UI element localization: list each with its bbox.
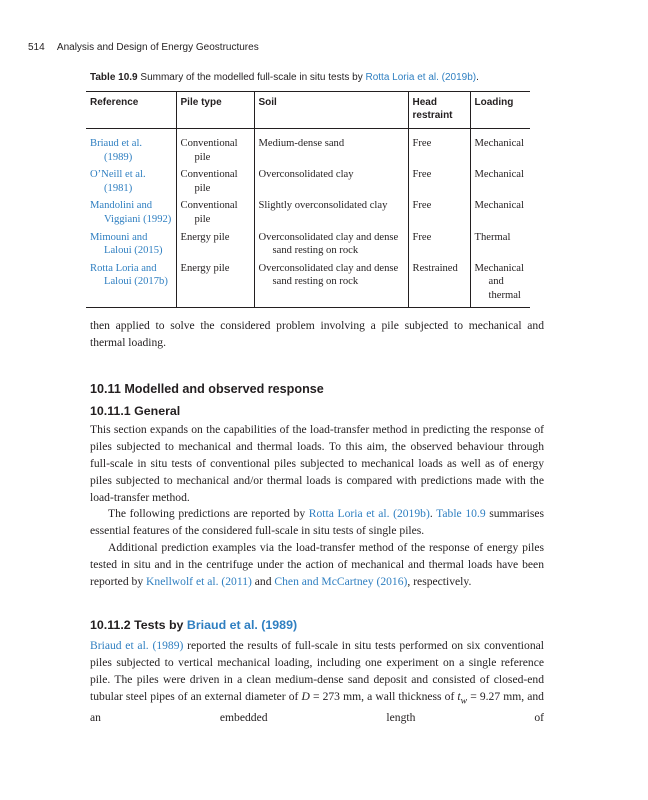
paragraph-general-2 — [90, 506, 544, 540]
citation-link[interactable]: Rotta Loria et al. (2019b) — [308, 507, 430, 520]
table-row — [86, 229, 530, 260]
text-span: = 273 mm, a wall thickness of — [309, 689, 458, 703]
cell-head-restraint: Restrained — [408, 260, 470, 307]
cell-soil: Medium-dense sand — [254, 129, 408, 167]
text-span: , respectively. — [407, 574, 472, 588]
cell-soil: Overconsolidated clay and dense sand resting on rock — [254, 260, 408, 307]
cell-pile-type: Conventional pile — [176, 129, 254, 167]
section-heading-10-11: 10.11 Modelled and observed response — [90, 382, 324, 396]
paragraph-continuation: then applied to solve the considered problem involving a pile subjected to mechanical and thermal loading. — [90, 319, 544, 349]
paragraph-general-1: This section expands on the capabilities of the load-transfer method in predicting the response of piles subjected to mechanical and thermal loads. To this aim, the observed behaviour through full-scale in situ tests of conventional piles subjected to mechanical loads as well as of energy piles subjected to mechanical and/or thermal loads is compared with predictions made with the load-transfer method. — [90, 423, 544, 504]
table-row — [86, 129, 530, 167]
symbol-thickness: t — [457, 689, 461, 703]
cell-pile-type: Conventional pile — [176, 197, 254, 228]
col-header-head-restraint: Head restraint — [408, 92, 470, 129]
symbol-thickness-subscript: w — [460, 695, 468, 707]
cell-pile-type: Conventional pile — [176, 166, 254, 197]
paragraph-general-3 — [90, 540, 544, 591]
col-header-soil: Soil — [254, 92, 408, 129]
citation-link[interactable]: Briaud et al. (1989) — [90, 639, 184, 652]
citation-link[interactable]: Knellwolf et al. (2011) — [146, 574, 252, 588]
summary-table — [86, 91, 530, 308]
symbol-diameter: D — [301, 689, 310, 703]
text-span: reported the results of full-scale in situ tests performed on six conventional piles subjected to vertical mechanical loading, including one experiment on a single reference pile. The piles were driven in a clean medium-dense sand deposit and consisted of closed-end tubular steel pipes of an external diameter of — [90, 639, 544, 703]
cell-reference-link[interactable]: Rotta Loria and Laloui (2017b) — [90, 262, 168, 288]
heading-text: 10.11.2 Tests by — [90, 618, 187, 632]
cell-loading: Mechanical — [470, 166, 530, 197]
text-span: The following predictions are reported by — [108, 507, 309, 520]
cell-reference-link[interactable]: O’Neill et al. (1981) — [90, 169, 146, 194]
text-span: Additional prediction examples via the load-transfer method of the response of energy piles tested in situ and in the centrifuge under the action of mechanical and thermal loads have been reported by — [90, 541, 544, 588]
running-title: Analysis and Design of Energy Geostructures — [56, 42, 259, 53]
caption-end: . — [476, 72, 479, 83]
table-caption — [90, 72, 479, 83]
heading-citation-link[interactable]: Briaud et al. (1989) — [186, 618, 298, 632]
caption-citation-link[interactable]: Rotta Loria et al. (2019b) — [365, 72, 477, 83]
section-heading-10-11-2 — [90, 618, 297, 632]
col-header-pile-type: Pile type — [176, 92, 254, 129]
cell-head-restraint: Free — [408, 129, 470, 167]
page-number: 514 — [28, 42, 45, 53]
text-span: . — [429, 507, 437, 520]
table-header-row — [86, 92, 530, 129]
running-head — [28, 42, 259, 53]
paragraph-briaud — [90, 638, 544, 727]
cell-soil: Overconsolidated clay and dense sand resting on rock — [254, 229, 408, 260]
col-header-reference: Reference — [90, 97, 139, 108]
cell-pile-type: Energy pile — [176, 260, 254, 307]
cell-reference-link[interactable]: Briaud et al. (1989) — [90, 138, 143, 163]
table-label: Table 10.9 — [90, 72, 138, 83]
text-span: and — [251, 574, 275, 588]
cell-soil: Overconsolidated clay — [254, 166, 408, 197]
text-span: summarises essential features of the considered full-scale in situ tests of single piles. — [90, 507, 544, 537]
cell-loading: Mechanical and thermal — [470, 260, 530, 307]
cell-head-restraint: Free — [408, 197, 470, 228]
cell-loading: Mechanical — [470, 129, 530, 167]
table-row — [86, 166, 530, 197]
cell-soil: Slightly overconsolidated clay — [254, 197, 408, 228]
table-row — [86, 260, 530, 307]
table-caption-text: Summary of the modelled full-scale in situ tests by — [140, 72, 366, 83]
section-heading-10-11-1: 10.11.1 General — [90, 404, 181, 418]
cell-pile-type: Energy pile — [176, 229, 254, 260]
cell-head-restraint: Free — [408, 229, 470, 260]
cell-reference-link[interactable]: Mandolini and Viggiani (1992) — [90, 200, 172, 225]
col-header-loading: Loading — [470, 92, 530, 129]
cell-loading: Mechanical — [470, 197, 530, 228]
cell-loading: Thermal — [470, 229, 530, 260]
text-span: = 9.27 mm, and an embedded length of — [90, 689, 544, 724]
citation-link[interactable]: Chen and McCartney (2016) — [274, 574, 408, 588]
table-row — [86, 197, 530, 228]
cell-head-restraint: Free — [408, 166, 470, 197]
cell-reference-link[interactable]: Mimouni and Laloui (2015) — [90, 231, 163, 257]
table-reference-link[interactable]: Table 10.9 — [436, 507, 486, 520]
